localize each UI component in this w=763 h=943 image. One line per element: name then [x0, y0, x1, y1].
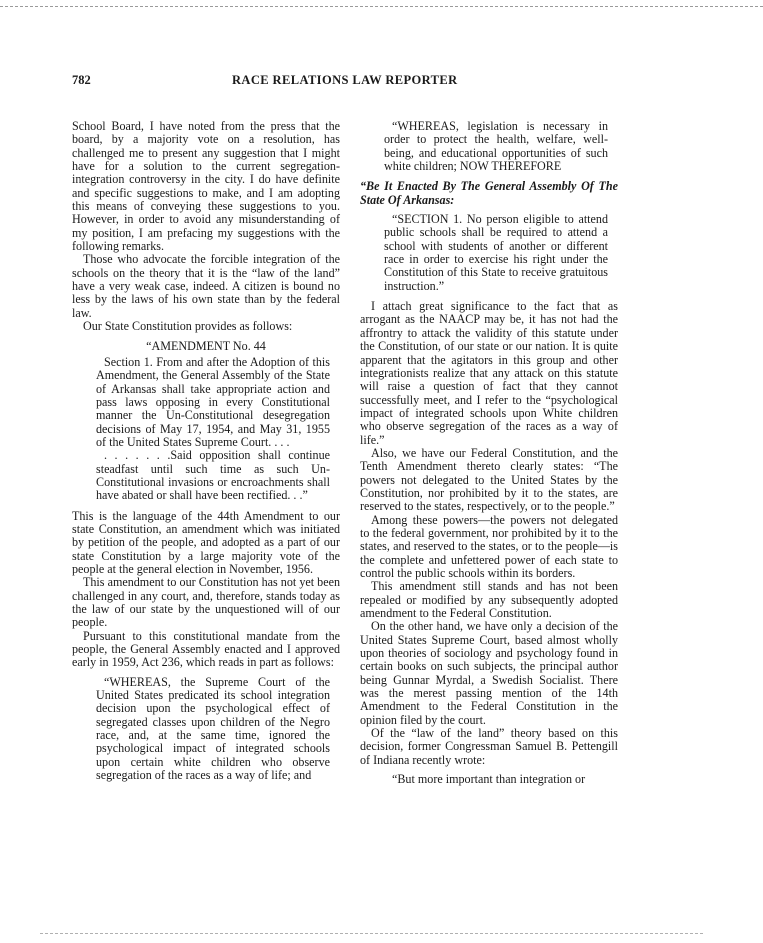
right-paragraph-1: I attach great significance to the fact that as arrogant as the NAACP may be, it has not had the affrontry to attack the validity of this statute under the Constitution, of our state or our nation. It is quite apparent that the agitators in this group and other integrationists realize that any attack on this statute will raise a question of fact that they cannot successfully meet, and I refer to the “psychological impact of integrated schools upon White children who observe segregation of the races as a way of life.” — [360, 299, 618, 447]
amendment-continuation: . . . . . . .Said opposition shall continue steadfast until such time as such Un-Constitutional invasions or encroachments shall have abated or shall have been rectified. . .” — [96, 448, 330, 503]
left-paragraph-1: School Board, I have noted from the press that the board, by a majority vote on a resolution, has challenged me to present any suggestion that I might have for a solution to the current segregation-integration controversy in the city. I do have definite and specific suggestions to make, and I am adopting this means of conveying these suggestions to you. However, in order to avoid any misunderstanding of my position, I am prefacing my suggestions with the following remarks. — [72, 119, 340, 254]
left-paragraph-2: Those who advocate the forcible integration of the schools on the theory that it is the “law of the land” have a very weak case, indeed. A citizen is bound no less by the laws of his own state than by the federal law. — [72, 252, 340, 320]
whereas-clause-1: “WHEREAS, the Supreme Court of the United States predicated its school integration decision upon the psychological effect of segregated classes upon children of the Negro race, and, at the same time, ignored the psychological impact of integrated schools upon certain white children who observe segregation of the races as a way of life; and — [96, 674, 330, 783]
page-top-edge — [0, 6, 763, 7]
page-number: 782 — [72, 73, 91, 87]
amendment-heading: “AMENDMENT No. 44 — [146, 338, 266, 353]
page-bottom-edge — [40, 933, 703, 934]
right-paragraph-2: Also, we have our Federal Constitution, and the Tenth Amendment thereto clearly states: “The powers not delegated to the United States by the Constitution, nor prohibited by it to the states, are reserved to the states, respectively, or to the people.” — [360, 445, 618, 514]
enacting-clause: “Be It Enacted By The General Assembly Of The State Of Arkansas: — [360, 179, 618, 207]
right-paragraph-6: Of the “law of the land” theory based on this decision, former Congressman Samuel B. Pettengill of Indiana recently wrote: — [360, 726, 618, 767]
amendment-section-1: Section 1. From and after the Adoption of this Amendment, the General Assembly of the State of Arkansas shall take appropriate action and pass laws opposing in every Constitutional manner the Un-Constitutional desegregation decisions of May 17, 1954, and May 31, 1955 of the United States Supreme Court. . . . — [96, 354, 330, 449]
right-paragraph-5: On the other hand, we have only a decision of the United States Supreme Court, based almost wholly upon theories of sociology and psychology found in certain books on such subjects, the principal author being Gunnar Myrdal, a Swedish Socialist. There was the merest passing mention of the 14th Amendment to the Federal Constitution in the opinion filed by the court. — [360, 619, 618, 727]
left-paragraph-3: Our State Constitution provides as follows: — [83, 319, 293, 334]
left-paragraph-5: This amendment to our Constitution has not yet been challenged in any court, and, therefore, stands today as the law of our state by the unquestioned will of our people. — [72, 575, 340, 630]
left-column — [72, 120, 340, 783]
left-paragraph-4: This is the language of the 44th Amendment to our state Constitution, an amendment which was initiated by petition of the people, and adopted as a part of our state Constitution by a large majority vote of the people at the general election in November, 1956. — [72, 508, 340, 576]
pettengill-quote-start: “But more important than integration or — [392, 772, 586, 787]
whereas-clause-2: “WHEREAS, legislation is necessary in order to protect the health, welfare, well-being, and educational opportunities of such white children; NOW THEREFORE — [384, 119, 608, 174]
right-paragraph-3: Among these powers—the powers not delegated to the federal government, nor prohibited by it to the states, and reserved to the states, or to the people—is the complete and unfettered power of each state to control the public schools within its borders. — [360, 512, 618, 580]
right-column — [360, 120, 618, 787]
act-section-1: “SECTION 1. No person eligible to attend public schools shall be required to attend a school with students of another or different race in order to exercise his right under the Constitution of this State to receive gratuitous instruction.” — [384, 212, 608, 293]
running-head: RACE RELATIONS LAW REPORTER — [232, 73, 458, 87]
right-paragraph-4: This amendment still stands and has not been repealed or modified by any subsequently adopted amendment to the Federal Constitution. — [360, 579, 618, 621]
left-paragraph-6: Pursuant to this constitutional mandate from the people, the General Assembly enacted and I approved early in 1959, Act 236, which reads in part as follows: — [72, 628, 340, 670]
